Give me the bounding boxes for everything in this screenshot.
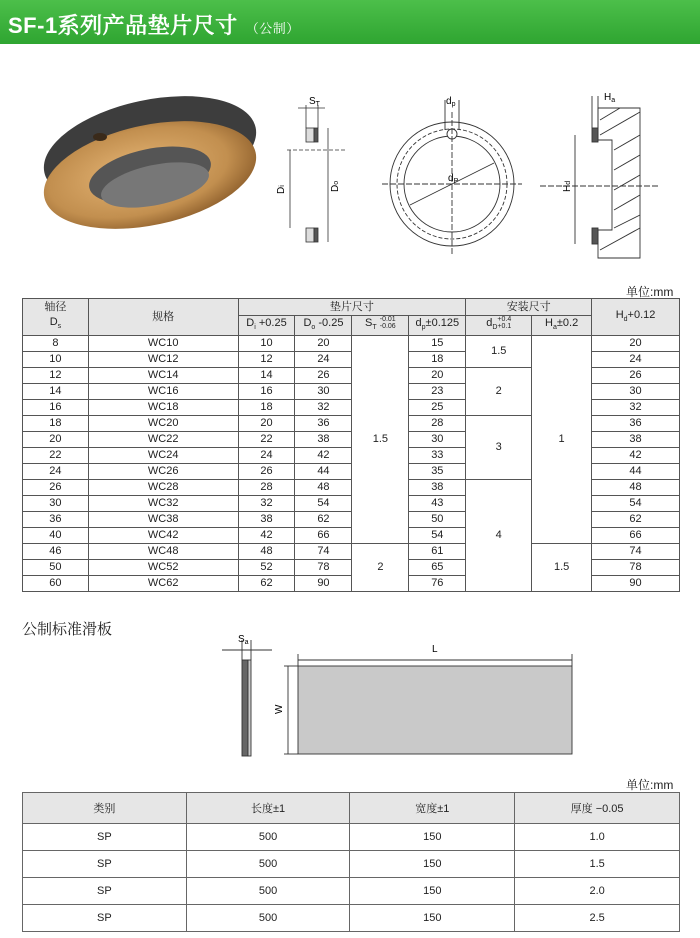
header-ha: $H_a\pm 0.2$: [532, 316, 592, 336]
plate-table-cell: 500: [186, 878, 350, 905]
table-cell: 52: [238, 560, 295, 576]
table-cell: 42: [238, 528, 295, 544]
table-cell: WC48: [88, 544, 238, 560]
table-cell: 66: [592, 528, 680, 544]
table-cell: 20: [409, 368, 466, 384]
install-view-drawing: [540, 96, 660, 258]
table-cell: 62: [295, 512, 352, 528]
table-cell: 38: [238, 512, 295, 528]
table-cell: 44: [295, 464, 352, 480]
table-cell: 90: [592, 576, 680, 592]
table-cell: 74: [592, 544, 680, 560]
table-cell: 18: [23, 416, 89, 432]
table-cell: 20: [295, 336, 352, 352]
table-cell: 36: [295, 416, 352, 432]
page-subtitle: （公制）: [245, 21, 300, 36]
table-cell: 20: [592, 336, 680, 352]
header-st: $S_T$ -0.01 -0.06: [352, 316, 409, 336]
plate-table-cell: 150: [350, 878, 515, 905]
table-cell: 22: [23, 448, 89, 464]
table-cell: 15: [409, 336, 466, 352]
table-cell: 66: [295, 528, 352, 544]
table-cell: 24: [295, 352, 352, 368]
table-cell: 32: [592, 400, 680, 416]
table-cell: 14: [238, 368, 295, 384]
washer-table-body: [23, 336, 680, 592]
table-cell: 54: [409, 528, 466, 544]
page-title: SF-1系列产品垫片尺寸 （公制）: [8, 13, 300, 38]
header-washer-size: 垫片尺寸: [238, 299, 466, 316]
table-cell: WC62: [88, 576, 238, 592]
table-cell: WC14: [88, 368, 238, 384]
plate-table-cell: SP: [23, 851, 187, 878]
plate-table-cell: SP: [23, 824, 187, 851]
table-cell: 38: [409, 480, 466, 496]
table-cell: WC24: [88, 448, 238, 464]
table-cell: WC26: [88, 464, 238, 480]
table-cell: WC20: [88, 416, 238, 432]
table-cell: 54: [592, 496, 680, 512]
table-cell: WC28: [88, 480, 238, 496]
table-cell: 26: [238, 464, 295, 480]
plate-table-cell: 500: [186, 851, 350, 878]
table-cell: 50: [409, 512, 466, 528]
table-cell: 23: [409, 384, 466, 400]
table-cell: WC42: [88, 528, 238, 544]
label-ha: $H_a$: [604, 92, 616, 104]
table-cell: 18: [409, 352, 466, 368]
table-cell: 33: [409, 448, 466, 464]
plate-table-row: [23, 824, 680, 851]
table-cell: 10: [238, 336, 295, 352]
table-cell: WC18: [88, 400, 238, 416]
table-cell: 78: [295, 560, 352, 576]
table-cell: 42: [295, 448, 352, 464]
header-dp: $d_p\pm 0.125$: [409, 316, 466, 336]
washer-size-table: [22, 298, 680, 592]
header-do: $D_o$ -0.25: [295, 316, 352, 336]
table-cell: 65: [409, 560, 466, 576]
table-cell: 1.5: [466, 336, 532, 368]
plate-table-cell: 500: [186, 905, 350, 932]
plate-table-cell: 150: [350, 824, 515, 851]
table-cell: 28: [409, 416, 466, 432]
plate-table-cell: 2.0: [515, 878, 680, 905]
label-dp2: $d_P$: [448, 173, 459, 185]
plate-header-cell: 类别: [23, 793, 187, 824]
header-spec: 规格: [88, 299, 238, 336]
table-cell: 1.5: [532, 544, 592, 592]
table-cell: 28: [238, 480, 295, 496]
table-cell: WC38: [88, 512, 238, 528]
header-dd: $d_D+0.4$ +0.1: [466, 316, 532, 336]
washer-drawings: [0, 80, 700, 280]
table-cell: 36: [23, 512, 89, 528]
table-cell: 60: [23, 576, 89, 592]
plate-table-cell: 1.0: [515, 824, 680, 851]
table-cell: 48: [592, 480, 680, 496]
table-cell: 50: [23, 560, 89, 576]
table-cell: 10: [23, 352, 89, 368]
table-cell: 30: [409, 432, 466, 448]
plate-table-cell: 2.5: [515, 905, 680, 932]
table-cell: 44: [592, 464, 680, 480]
table-cell: WC52: [88, 560, 238, 576]
table-cell: 22: [238, 432, 295, 448]
label-hd: Hd: [562, 180, 573, 192]
table-cell: 26: [23, 480, 89, 496]
table-cell: 74: [295, 544, 352, 560]
table-cell: 12: [238, 352, 295, 368]
table-cell: 3: [466, 416, 532, 480]
section-drawing: [287, 105, 345, 242]
table-cell: 4: [466, 480, 532, 592]
plate-table-cell: 500: [186, 824, 350, 851]
table-cell: 78: [592, 560, 680, 576]
table-cell: WC22: [88, 432, 238, 448]
label-di: Di: [276, 185, 287, 194]
table-cell: 18: [238, 400, 295, 416]
table-cell: 46: [23, 544, 89, 560]
table-cell: 20: [238, 416, 295, 432]
header-install-size: 安装尺寸: [466, 299, 592, 316]
table-row: [23, 544, 680, 560]
table-cell: 26: [592, 368, 680, 384]
table-cell: 30: [23, 496, 89, 512]
plate-table-cell: SP: [23, 905, 187, 932]
table-cell: 24: [23, 464, 89, 480]
header-hd: $H_d+0.12$: [592, 299, 680, 336]
table-cell: 38: [295, 432, 352, 448]
table-cell: 24: [592, 352, 680, 368]
plate-table-cell: SP: [23, 878, 187, 905]
table-cell: 12: [23, 368, 89, 384]
table-row: [23, 336, 680, 352]
table-cell: 35: [409, 464, 466, 480]
plate-table-cell: 1.5: [515, 851, 680, 878]
table-cell: 20: [23, 432, 89, 448]
table-cell: 26: [295, 368, 352, 384]
header-di: $D_i +0.25$: [238, 316, 295, 336]
table-cell: 61: [409, 544, 466, 560]
table-cell: 42: [592, 448, 680, 464]
table-cell: 16: [238, 384, 295, 400]
unit-label-2: 单位:mm: [626, 778, 674, 792]
table-cell: 43: [409, 496, 466, 512]
header-bar: [0, 0, 700, 44]
section-title-plate: 公制标准滑板: [22, 621, 113, 638]
plate-table-cell: 150: [350, 851, 515, 878]
label-l: L: [432, 644, 438, 655]
plate-table-row: [23, 905, 680, 932]
table-cell: 76: [409, 576, 466, 592]
table-cell: 16: [23, 400, 89, 416]
unit-label-1: 单位:mm: [626, 285, 674, 299]
washer-photo: [34, 80, 266, 246]
table-cell: WC10: [88, 336, 238, 352]
table-cell: WC16: [88, 384, 238, 400]
plate-header-cell: 厚度 −0.05: [515, 793, 680, 824]
table-cell: WC32: [88, 496, 238, 512]
table-cell: 62: [238, 576, 295, 592]
label-w: W: [274, 704, 285, 714]
plate-table-row: [23, 878, 680, 905]
plate-header-cell: 宽度±1: [350, 793, 515, 824]
label-do: Do: [330, 180, 341, 192]
table-cell: 2: [466, 368, 532, 416]
label-st: $S_T$: [309, 96, 320, 108]
plate-header-cell: 长度±1: [186, 793, 350, 824]
plate-size-table: [22, 792, 680, 932]
table-cell: 2: [352, 544, 409, 592]
table-cell: 24: [238, 448, 295, 464]
table-cell: 62: [592, 512, 680, 528]
table-cell: 1.5: [352, 336, 409, 544]
plate-drawing: [220, 630, 580, 770]
table-cell: 38: [592, 432, 680, 448]
table-cell: 8: [23, 336, 89, 352]
table-cell: 30: [592, 384, 680, 400]
header-shaft: 轴径 $D_s$: [23, 299, 89, 336]
table-cell: 30: [295, 384, 352, 400]
table-cell: WC12: [88, 352, 238, 368]
table-cell: 14: [23, 384, 89, 400]
plate-table-row: [23, 851, 680, 878]
table-cell: 48: [238, 544, 295, 560]
label-sa: $S_a$: [238, 634, 249, 646]
table-cell: 25: [409, 400, 466, 416]
table-cell: 90: [295, 576, 352, 592]
table-cell: 32: [238, 496, 295, 512]
table-cell: 48: [295, 480, 352, 496]
table-cell: 54: [295, 496, 352, 512]
label-dp: $d_p$: [446, 96, 456, 108]
plate-table-cell: 150: [350, 905, 515, 932]
table-cell: 40: [23, 528, 89, 544]
table-cell: 1: [532, 336, 592, 544]
table-cell: 36: [592, 416, 680, 432]
table-cell: 32: [295, 400, 352, 416]
